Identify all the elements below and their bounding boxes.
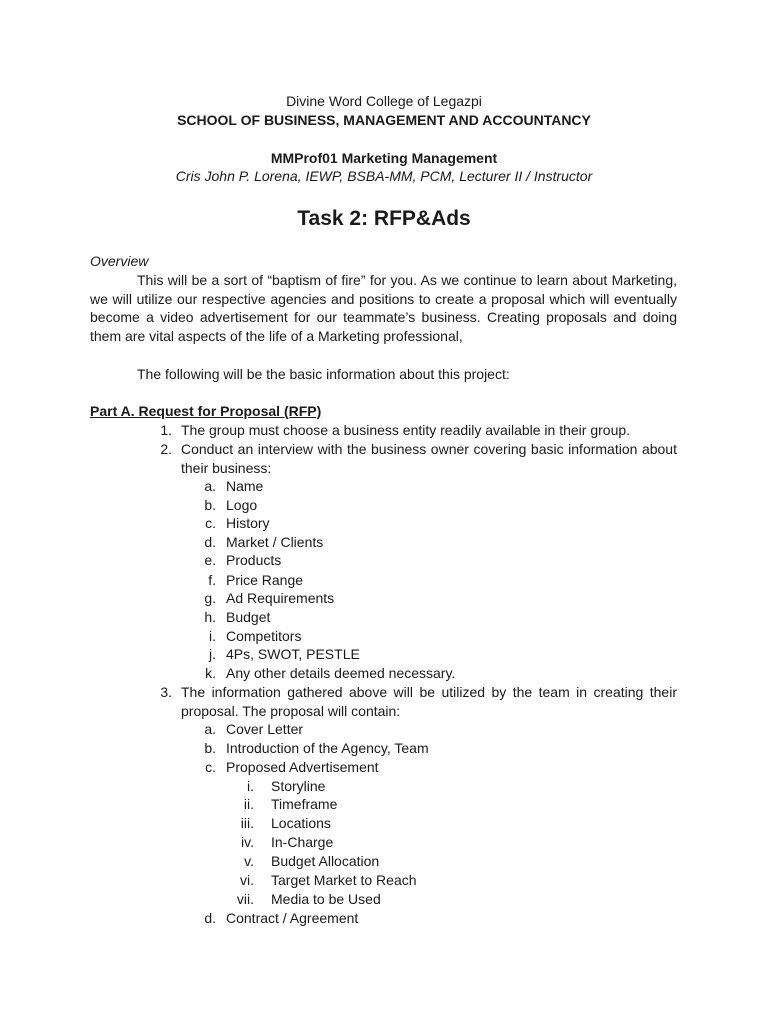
list-item-line: The information gathered above will be utilized by the team in creating their (181, 684, 677, 700)
sublist-item: Competitors (226, 628, 302, 644)
sublist-item: Budget (226, 609, 271, 625)
sublist-item: Contract / Agreement (226, 910, 359, 926)
subsublist-numeral: vii. (236, 891, 254, 907)
sublist-letter: c. (205, 759, 216, 775)
list-item (181, 440, 677, 477)
sublist-letter: b. (204, 740, 216, 756)
task-title: Task 2: RFP&Ads (297, 207, 471, 230)
sublist-letter: i. (209, 628, 216, 644)
subsublist-numeral: i. (247, 778, 254, 794)
sublist-item: 4Ps, SWOT, PESTLE (226, 646, 360, 662)
list-item-line: proposal. The proposal will contain: (181, 702, 401, 719)
school-name: SCHOOL OF BUSINESS, MANAGEMENT AND ACCOUNTANCY (177, 112, 591, 128)
overview-line: become a video advertisement for our teammate’s business. Creating proposals and doing (90, 309, 677, 326)
subsublist-numeral: iii. (240, 815, 254, 831)
subsublist-item: Timeframe (271, 796, 338, 812)
sublist-letter: d. (204, 534, 216, 550)
sublist-letter: a. (204, 721, 216, 737)
list-number: 2. (160, 441, 172, 457)
subsublist-item: In-Charge (271, 834, 334, 850)
sublist-letter: d. (204, 910, 216, 926)
sublist-letter: b. (204, 497, 216, 513)
sublist-item: Any other details deemed necessary. (226, 665, 456, 681)
sublist-letter: k. (205, 665, 216, 681)
sublist-item: Price Range (226, 572, 304, 588)
overview-line: we will utilize our respective agencies and positions to create a proposal which will eventually (90, 290, 677, 307)
sublist-letter: h. (204, 609, 216, 625)
sublist-letter: e. (204, 552, 216, 568)
sublist-letter: a. (204, 478, 216, 494)
subsublist-numeral: vi. (240, 872, 254, 888)
institution-name: Divine Word College of Legazpi (286, 93, 482, 109)
list-number: 1. (160, 422, 172, 438)
course-title: MMProf01 Marketing Management (270, 150, 498, 166)
sublist-item: Products (226, 552, 282, 568)
list-item-line: their business: (181, 459, 272, 476)
part-a-heading: Part A. Request for Proposal (RFP) (90, 403, 322, 419)
subsublist-item: Storyline (271, 778, 326, 794)
sublist-letter: c. (205, 515, 216, 531)
instructor-line: Cris John P. Lorena, IEWP, BSBA-MM, PCM, Lecturer II / Instructor (175, 168, 593, 184)
list-item-line: Conduct an interview with the business owner covering basic information about (181, 441, 677, 457)
overview-followup: The following will be the basic information about this project: (137, 366, 510, 382)
subsublist-numeral: iv. (241, 834, 254, 850)
sublist-item: Market / Clients (226, 534, 324, 550)
list-number: 3. (160, 684, 172, 700)
overview-label: Overview (90, 253, 149, 269)
subsublist-item: Locations (271, 815, 331, 831)
sublist-item: History (226, 515, 270, 531)
subsublist-item: Target Market to Reach (271, 872, 417, 888)
overview-line: This will be a sort of “baptism of fire” for you. As we continue to learn about Marketing, (137, 272, 677, 288)
sublist-letter: j. (209, 646, 216, 662)
overview-paragraph (90, 271, 677, 345)
sublist-item: Logo (226, 497, 258, 513)
subsublist-item: Media to be Used (271, 891, 381, 907)
overview-line: them are vital aspects of the life of a Marketing professional, (90, 327, 463, 344)
sublist-item: Ad Requirements (226, 590, 335, 606)
list-item (181, 683, 677, 720)
sublist-item: Introduction of the Agency, Team (226, 740, 429, 756)
sublist-letter: g. (204, 590, 216, 606)
sublist-item: Cover Letter (226, 721, 304, 737)
list-item: The group must choose a business entity readily available in their group. (181, 422, 631, 438)
subsublist-item: Budget Allocation (271, 853, 380, 869)
subsublist-numeral: v. (244, 853, 254, 869)
sublist-item: Proposed Advertisement (226, 759, 379, 775)
sublist-item: Name (226, 478, 264, 494)
subsublist-numeral: ii. (243, 796, 254, 812)
sublist-letter: f. (208, 572, 216, 588)
